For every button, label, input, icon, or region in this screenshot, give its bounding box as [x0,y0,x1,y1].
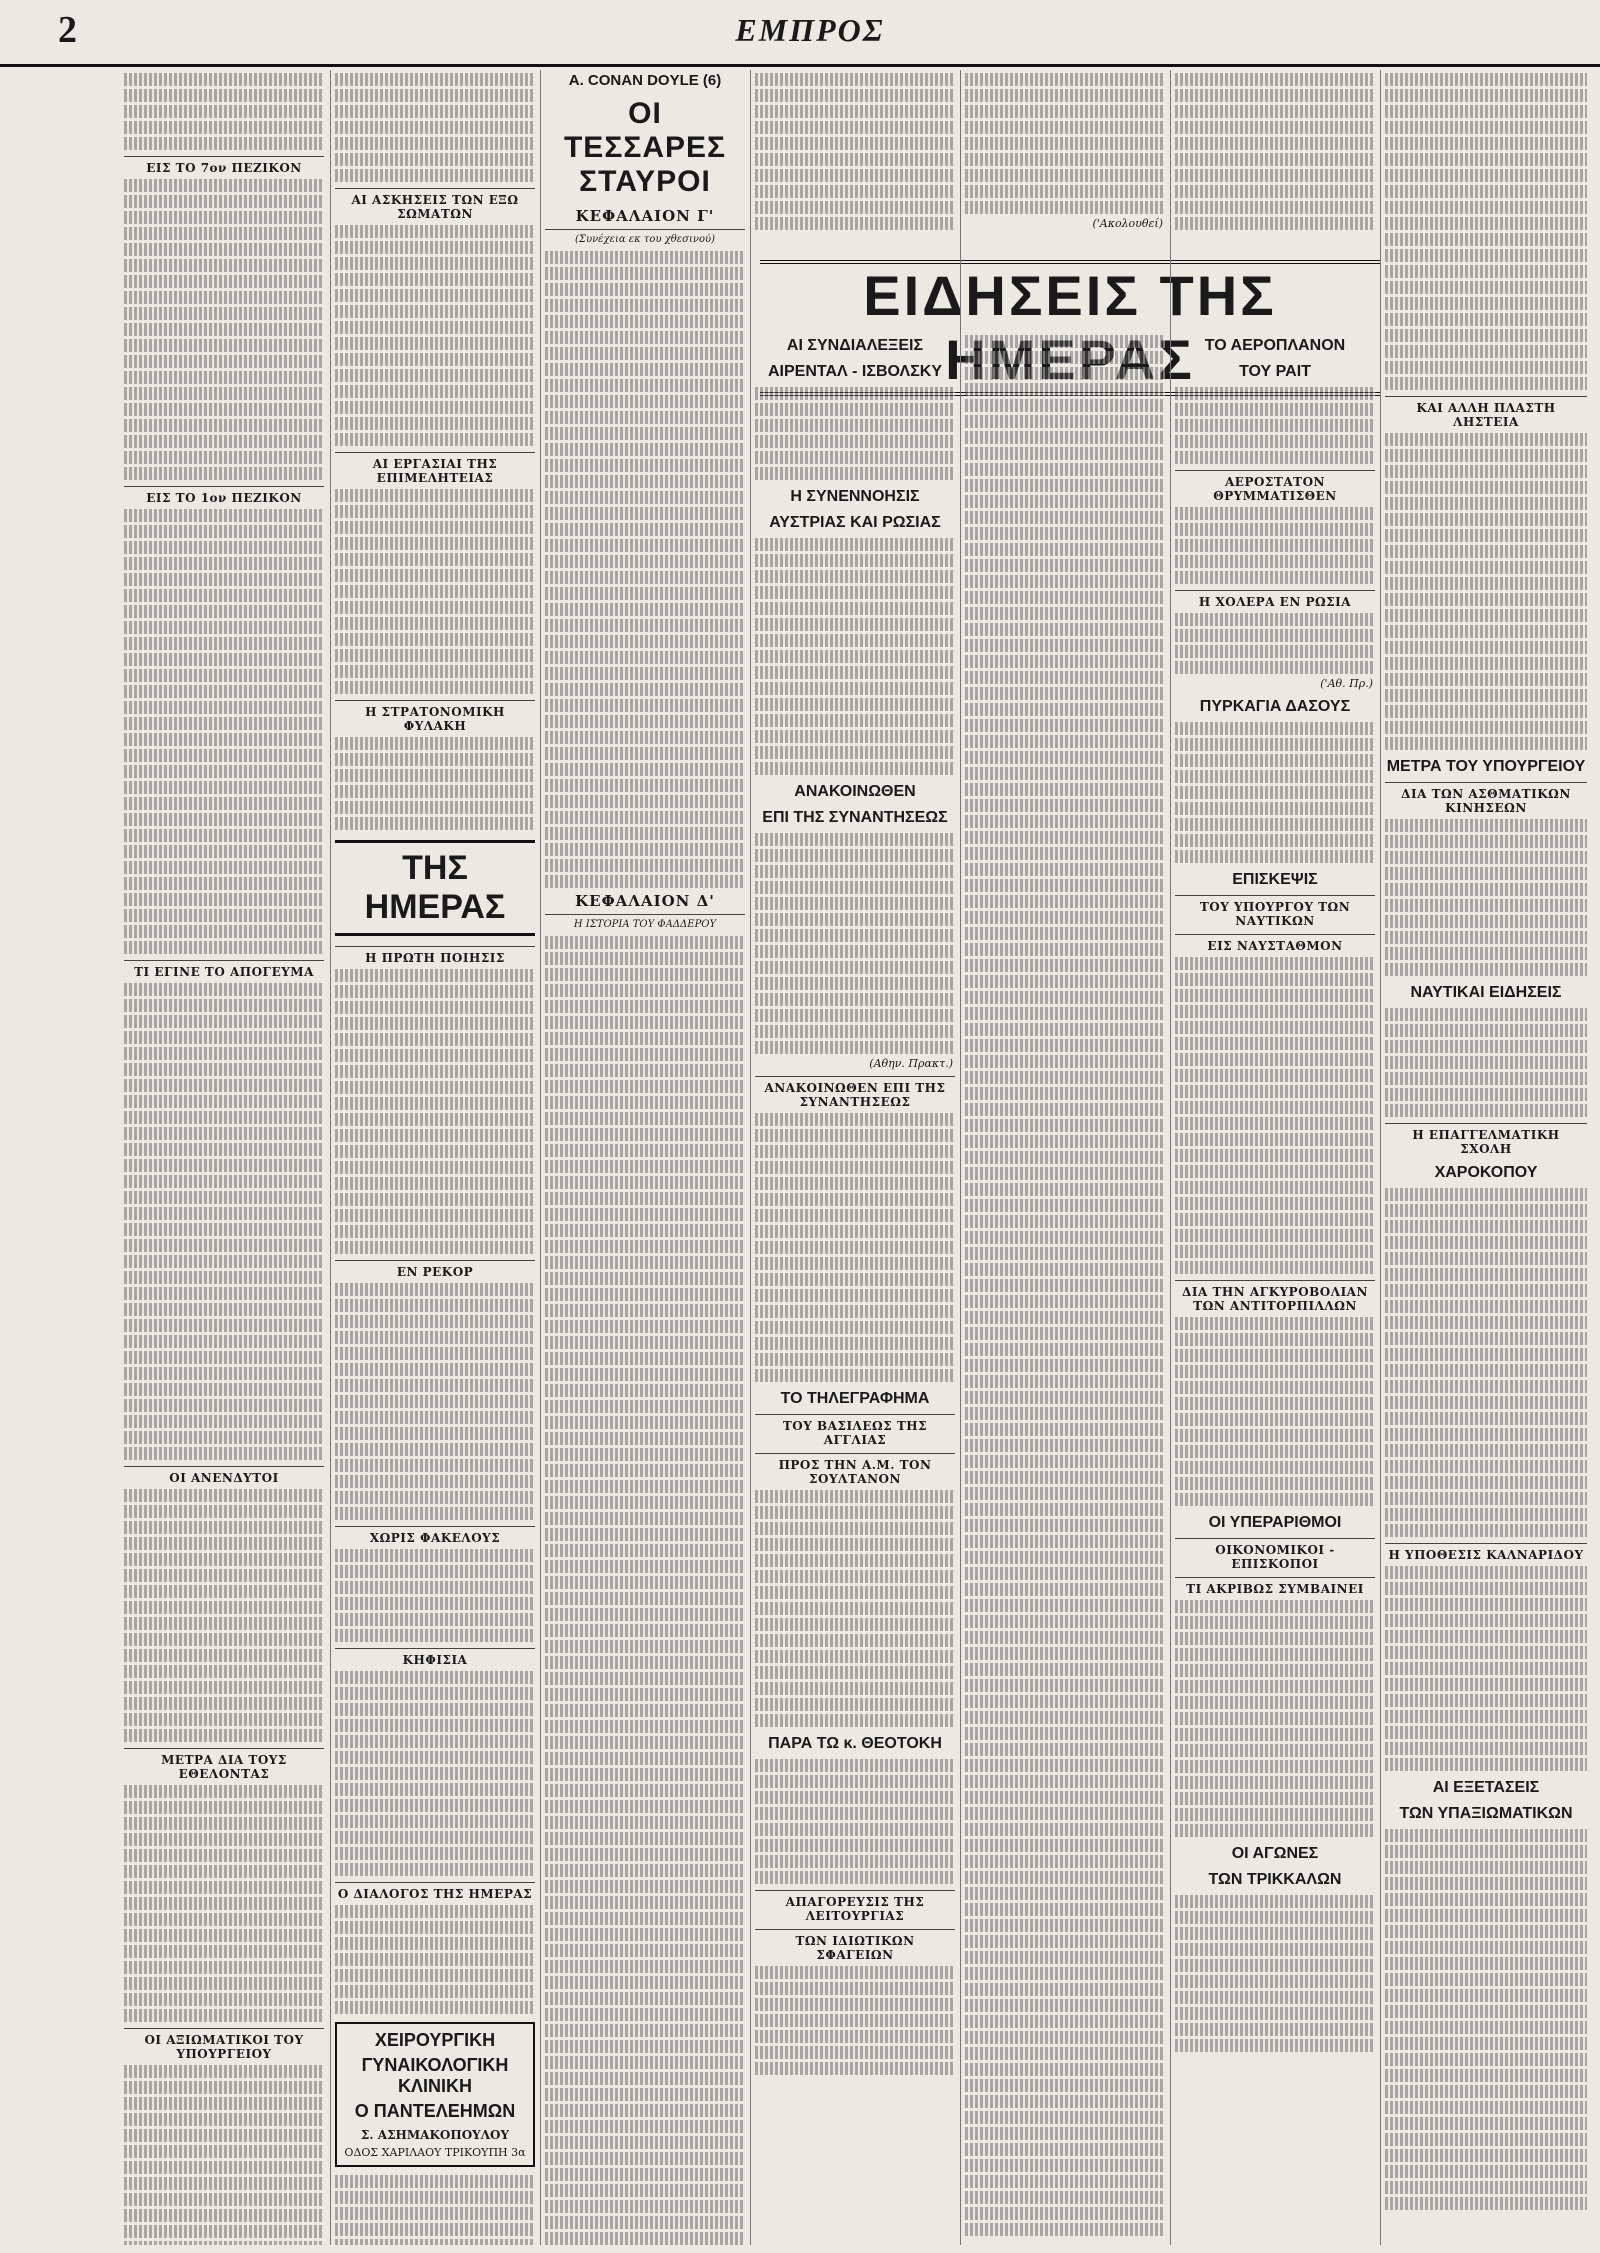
headline: ΑΠΑΓΟΡΕΥΣΙΣ ΤΗΣ ΛΕΙΤΟΥΡΓΙΑΣ [755,1890,955,1923]
article-body [335,1283,535,1520]
masthead [0,0,1600,67]
headline-sub: ΤΙ ΑΚΡΙΒΩΣ ΣΥΜΒΑΙΝΕΙ [1175,1577,1375,1596]
headline: ΚΑΙ ΑΛΛΗ ΠΛΑΣΤΗ ΛΗΣΤΕΙΑ [1385,396,1587,429]
article-body [755,1490,955,1727]
headline: ΜΕΤΡΑ ΤΟΥ ΥΠΟΥΡΓΕΙΟΥ [1386,758,1586,775]
article-body [755,1759,955,1884]
article-body [335,1549,535,1642]
headline-sub: ΑΙΡΕΝΤΑΛ - ΙΣΒΟΛΣΚΥ [767,363,943,380]
column-7 [1380,70,1591,2245]
article-body [545,251,745,888]
headline: ΑΝΑΚΟΙΝΩΘΕΝ ΕΠΙ ΤΗΣ ΣΥΝΑΝΤΗΣΕΩΣ [755,1076,955,1109]
column-4 [750,70,959,2245]
headline: ΠΑΡΑ ΤΩ κ. ΘΕΟΤΟΚΗ [768,1735,942,1752]
article-body [1385,1829,1587,2210]
article-body [1385,73,1587,390]
headline: ΤΙ ΕΓΙΝΕ ΤΟ ΑΠΟΓΕΥΜΑ [124,960,324,979]
page-number: 2 [58,9,77,51]
headline: ΑΙ ΕΡΓΑΣΙΑΙ ΤΗΣ ΕΠΙΜΕΛΗΤΕΙΑΣ [335,452,535,485]
paper-name: ΕΜΠΡΟΣ [735,12,885,48]
headline: ΟΙ ΑΝΕΝΔΥΤΟΙ [124,1466,324,1485]
headline: Ο ΔΙΑΛΟΓΟΣ ΤΗΣ ΗΜΕΡΑΣ [335,1882,535,1901]
headline: ΝΑΥΤΙΚΑΙ ΕΙΔΗΣΕΙΣ [1410,984,1562,1001]
headline-sub: ΤΩΝ ΤΡΙΚΚΑΛΩΝ [1208,1871,1342,1888]
article-body [1385,1188,1587,1537]
chapter-subtitle: Η ΙΣΤΟΡΙΑ ΤΟΥ ΦΑΔΔΕΡΟΥ [573,919,717,930]
serial-author: Α. CONAN DOYLE (6) [568,72,722,89]
headline-sub: ΤΩΝ ΥΠΑΞΙΩΜΑΤΙΚΩΝ [1399,1805,1573,1822]
headline-sub: ΤΟΥ ΥΠΟΥΡΓΟΥ ΤΩΝ ΝΑΥΤΙΚΩΝ [1175,895,1375,928]
chapter-heading: ΚΕΦΑΛΑΙΟΝ Δ' [545,892,745,915]
headline: ΧΩΡΙΣ ΦΑΚΕΛΟΥΣ [335,1526,535,1545]
headline: ΠΥΡΚΑΓΙΑ ΔΑΣΟΥΣ [1199,698,1351,715]
headline: ΑΙ ΕΞΕΤΑΣΕΙΣ [1432,1779,1540,1796]
article-body [755,1113,955,1382]
article-body [1175,73,1375,230]
banner-headline: ΕΙΔΗΣΕΙΣ ΤΗΣ ΗΜΕΡΑΣ [760,260,1380,396]
signoff: ('Ακολουθεί) [1092,217,1163,230]
column-6 [1170,70,1379,2245]
headline: ΕΙΣ ΤΟ 1ον ΠΕΖΙΚΟΝ [124,486,324,505]
headline: ΕΠΙΣΚΕΨΙΣ [1232,871,1318,888]
ad-line: ΓΥΝΑΙΚΟΛΟΓΙΚΗ ΚΛΙΝΙΚΗ [361,2055,509,2096]
headline: ΕΙΣ ΤΟ 7ον ΠΕΖΙΚΟΝ [124,156,324,175]
headline: ΜΕΤΡΑ ΔΙΑ ΤΟΥΣ ΕΘΕΛΟΝΤΑΣ [124,1748,324,1781]
article-body [1175,387,1375,464]
article-body [755,833,955,1054]
article-body [335,225,535,446]
article-body [1385,819,1587,976]
article-body [1385,433,1587,750]
headline-sub: ΑΥΣΤΡΙΑΣ ΚΑΙ ΡΩΣΙΑΣ [769,514,941,531]
headline-sub: ΠΡΟΣ ΤΗΝ Α.Μ. ΤΟΝ ΣΟΥΛΤΑΝΟΝ [755,1453,955,1486]
article-body [335,737,535,830]
headline-sub: ΔΙΑ ΤΩΝ ΑΣΘΜΑΤΙΚΩΝ ΚΙΝΗΣΕΩΝ [1385,782,1587,815]
article-body [545,936,745,2245]
headline: Η ΥΠΟΘΕΣΙΣ ΚΑΛΝΑΡΙΔΟΥ [1385,1543,1587,1562]
chapter-heading: ΚΕΦΑΛΑΙΟΝ Γ' [545,207,745,230]
headline-sub: ΧΑΡΟΚΟΠΟΥ [1434,1164,1538,1181]
headline: ΕΝ ΡΕΚΟΡ [335,1260,535,1279]
column-1 [120,70,328,2245]
headline: Η ΧΟΛΕΡΑ ΕΝ ΡΩΣΙΑ [1175,590,1375,609]
headline-sub: ΤΟΥ ΒΑΣΙΛΕΩΣ ΤΗΣ ΑΓΓΛΙΑΣ [755,1414,955,1447]
article-body [124,2065,324,2245]
article-body [965,73,1165,214]
article-body [1175,1895,1375,2052]
article-body [335,1671,535,1876]
article-body [124,1489,324,1742]
serial-title: ΟΙ ΤΕΣΣΑΡΕΣ ΣΤΑΥΡΟΙ [563,97,727,198]
headline: ΟΙ ΑΓΩΝΕΣ [1231,1845,1319,1862]
article-body [755,73,955,230]
headline: ΚΗΦΙΣΙΑ [335,1648,535,1667]
column-3 [540,70,749,2245]
article-body [335,489,535,694]
headline: Η ΕΠΑΓΓΕΛΜΑΤΙΚΗ ΣΧΟΛΗ [1385,1123,1587,1156]
article-body [1175,722,1375,863]
article-body [755,1966,955,2075]
article-body [335,73,535,182]
article-body [1175,613,1375,674]
column-5 [960,70,1169,2245]
article-body [124,1785,324,2022]
headline-sub: ΤΩΝ ΙΔΙΩΤΙΚΩΝ ΣΦΑΓΕΙΩΝ [755,1929,955,1962]
headline-sub: ΕΙΣ ΝΑΥΣΤΑΘΜΟΝ [1175,934,1375,953]
article-body [965,335,1165,2236]
article-body [124,73,324,150]
headline: ΑΙ ΑΣΚΗΣΕΙΣ ΤΩΝ ΕΞΩ ΣΩΜΑΤΩΝ [335,188,535,221]
ad-line: ΟΔΟΣ ΧΑΡΙΛΑΟΥ ΤΡΙΚΟΥΠΗ 3α [344,2146,526,2159]
ad-line: Σ. ΑΣΗΜΑΚΟΠΟΥΛΟΥ [360,2128,510,2142]
ad-line: Ο ΠΑΝΤΕΛΕΗΜΩΝ [354,2101,516,2121]
article-body [335,969,535,1254]
signoff: (Αθην. Πρακτ.) [869,1057,953,1070]
headline-sub: ΤΟΥ ΡΑΙΤ [1239,363,1311,380]
article-body [755,387,955,480]
headline: Η ΣΥΝΕΝΝΟΗΣΙΣ [790,488,920,505]
article-body [124,983,324,1460]
article-body [1175,507,1375,584]
article-body [1385,1008,1587,1117]
headline: Η ΣΤΡΑΤΟΝΟΜΙΚΗ ΦΥΛΑΚΗ [335,700,535,733]
advertisement [335,2022,535,2167]
signoff: ('Αθ. Πρ.) [1320,677,1373,690]
headline: ΤΟ ΑΕΡΟΠΛΑΝΟΝ [1204,337,1346,354]
column-2 [330,70,539,2245]
headline: ΤΟ ΤΗΛΕΓΡΑΦΗΜΑ [780,1390,930,1407]
article-body [1175,957,1375,1274]
headline: Η ΠΡΩΤΗ ΠΟΙΗΣΙΣ [335,946,535,965]
headline: ΟΙ ΥΠΕΡΑΡΙΘΜΟΙ [1208,1514,1342,1531]
ad-line: ΧΕΙΡΟΥΡΓΙΚΗ [374,2030,496,2050]
article-body [1175,1317,1375,1506]
section-title: ΤΗΣ ΗΜΕΡΑΣ [335,840,535,936]
article-body [124,509,324,954]
headline: ΑΙ ΣΥΝΔΙΑΛΕΞΕΙΣ [786,337,924,354]
headline-sub: ΟΙΚΟΝΟΜΙΚΟΙ - ΕΠΙΣΚΟΠΟΙ [1175,1538,1375,1571]
headline: ΔΙΑ ΤΗΝ ΑΓΚΥΡΟΒΟΛΙΑΝ ΤΩΝ ΑΝΤΙΤΟΡΠΙΛΛΩΝ [1175,1280,1375,1313]
headline: ΑΕΡΟΣΤΑΤΟΝ ΘΡΥΜΜΑΤΙΣΘΕΝ [1175,470,1375,503]
article-body [1385,1566,1587,1771]
article-body [1175,1600,1375,1837]
headline: ΑΝΑΚΟΙΝΩΘΕΝ [794,783,916,800]
article-body [335,1905,535,2014]
headline-sub: ΕΠΙ ΤΗΣ ΣΥΝΑΝΤΗΣΕΩΣ [762,809,948,826]
continuation-note: (Συνέχεια εκ του χθεσινού) [575,234,715,245]
headline: ΟΙ ΑΞΙΩΜΑΤΙΚΟΙ ΤΟΥ ΥΠΟΥΡΓΕΙΟΥ [124,2028,324,2061]
article-body [124,179,324,480]
article-body [335,2175,535,2245]
article-body [755,538,955,775]
